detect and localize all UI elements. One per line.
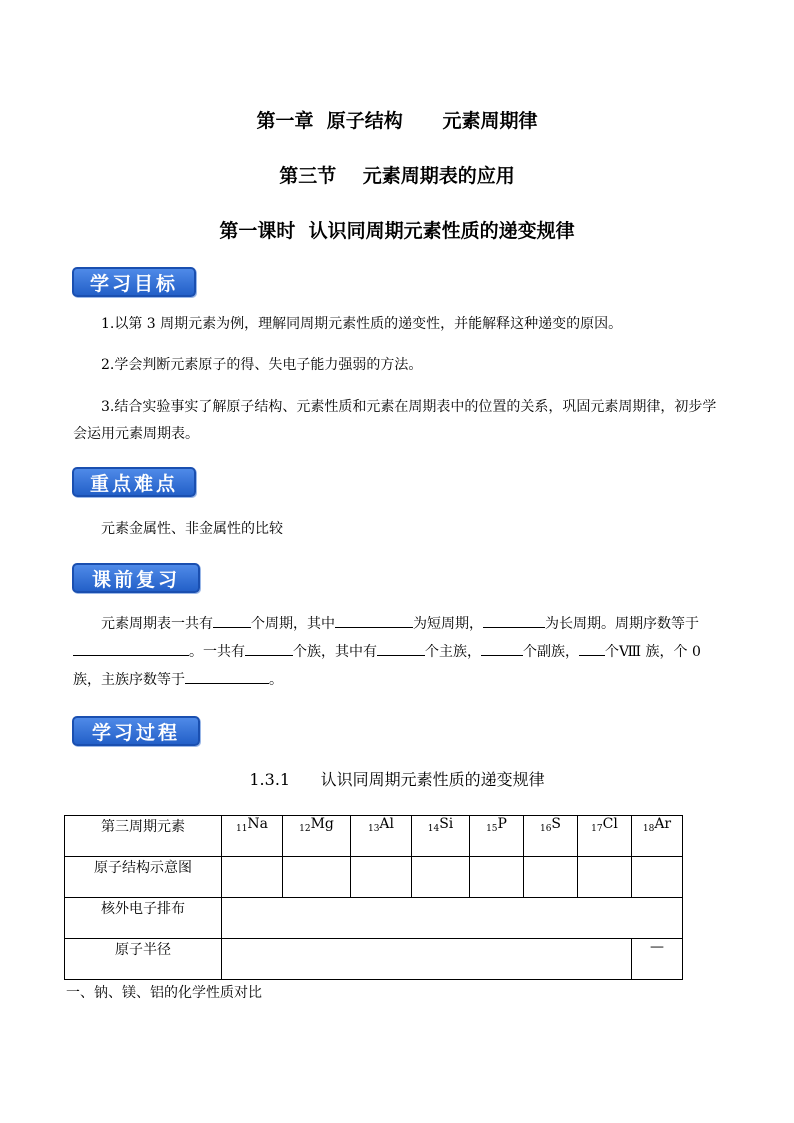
header-label-cell [65,816,222,857]
element-cell-mg [283,816,351,857]
table-cell[interactable] [470,857,524,898]
structure-row [65,857,683,898]
review-text-6: 个族，其中有 [293,644,377,660]
blank-periods[interactable] [213,613,251,628]
element-symbol: Si [439,816,454,832]
key-points-text: 元素金属性、非金属性的比较 [101,521,283,537]
element-symbol: S [551,816,562,832]
config-label: 核外电子排布 [101,901,185,917]
table-cell[interactable] [283,857,351,898]
radius-ar-dash: — [650,939,664,955]
review-paragraph [73,610,723,694]
period-three-table [64,815,683,980]
radius-row [65,939,683,980]
radius-label: 原子半径 [115,942,171,958]
atomic-number: 13 [367,824,380,834]
blank-main-groups[interactable] [377,641,425,656]
review-text-2: 个周期，其中 [251,616,335,632]
review-text-8: 个副族， [523,644,579,660]
table-header-row [65,816,683,857]
element-cell-ar [632,816,683,857]
comparison-heading: 一、钠、镁、铝的化学性质对比 [66,985,262,1001]
review-text-7: 个主族， [425,644,481,660]
radius-label-cell [65,939,222,980]
objective-2: 2.学会判断元素原子的得、失电子能力强弱的方法。 [101,357,423,373]
element-symbol: Mg [310,816,334,832]
element-symbol: Na [247,816,269,832]
review-text-5: 。一共有 [189,644,245,660]
element-cell-cl [578,816,632,857]
table-cell[interactable] [524,857,578,898]
review-text-4: 为长周期。周期序数等于 [545,616,699,632]
section-title: 第三节 元素周期表的应用 [279,165,515,187]
table-cell[interactable] [351,857,412,898]
objective-3: 3.结合实验事实了解原子结构、元素性质和元素在周期表中的位置的关系，巩固元素周期律，初步学会运用元素周期表。 [73,399,717,442]
key-points-badge: 重点难点 [72,467,196,497]
atomic-number: 14 [427,824,440,834]
element-symbol: P [497,816,507,832]
config-label-cell [65,898,222,939]
config-row [65,898,683,939]
radius-ar-cell [632,939,683,980]
blank-sub-groups[interactable] [481,641,523,656]
review-text-11: 。 [269,672,283,688]
review-text-3: 为短周期， [413,616,483,632]
blank-period-number[interactable] [73,641,189,656]
atomic-number: 11 [235,824,248,834]
table-cell[interactable] [222,898,683,939]
atomic-number: 16 [539,824,552,834]
table-cell[interactable] [222,857,283,898]
lesson-title: 第一课时 认识同周期元素性质的递变规律 [219,220,575,242]
blank-group-viii[interactable] [579,641,605,656]
structure-label-cell [65,857,222,898]
review-text-9: 个Ⅷ 族， [605,644,674,660]
table-cell[interactable] [632,857,683,898]
review-text-10: 个 0族，主族序数等于 [73,644,701,688]
objectives-badge: 学习目标 [72,267,196,297]
element-cell-s [524,816,578,857]
element-symbol: Cl [602,816,618,832]
blank-main-group-number[interactable] [185,669,269,684]
review-text-1: 元素周期表一共有 [101,616,213,632]
section-subheading: 1.3.1 认识同周期元素性质的递变规律 [249,770,545,789]
objective-1: 1.以第 3 周期元素为例，理解同周期元素性质的递变性，并能解释这种递变的原因。 [101,316,623,332]
table-cell[interactable] [412,857,470,898]
blank-long-periods[interactable] [483,613,545,628]
structure-label: 原子结构示意图 [94,860,192,876]
table-cell[interactable] [222,939,632,980]
element-symbol: Ar [654,816,672,832]
element-symbol: Al [379,816,395,832]
blank-short-periods[interactable] [335,613,413,628]
atomic-number: 15 [486,824,498,834]
element-cell-na [222,816,283,857]
atomic-number: 17 [591,824,603,834]
element-cell-si [412,816,470,857]
chapter-title: 第一章 原子结构 元素周期律 [256,110,538,132]
header-label: 第三周期元素 [101,819,185,835]
blank-groups[interactable] [245,641,293,656]
element-cell-al [351,816,412,857]
review-badge: 课前复习 [72,563,200,593]
atomic-number: 12 [299,824,311,834]
table-cell[interactable] [578,857,632,898]
element-cell-p [470,816,524,857]
atomic-number: 18 [642,824,655,834]
process-badge: 学习过程 [72,716,200,746]
